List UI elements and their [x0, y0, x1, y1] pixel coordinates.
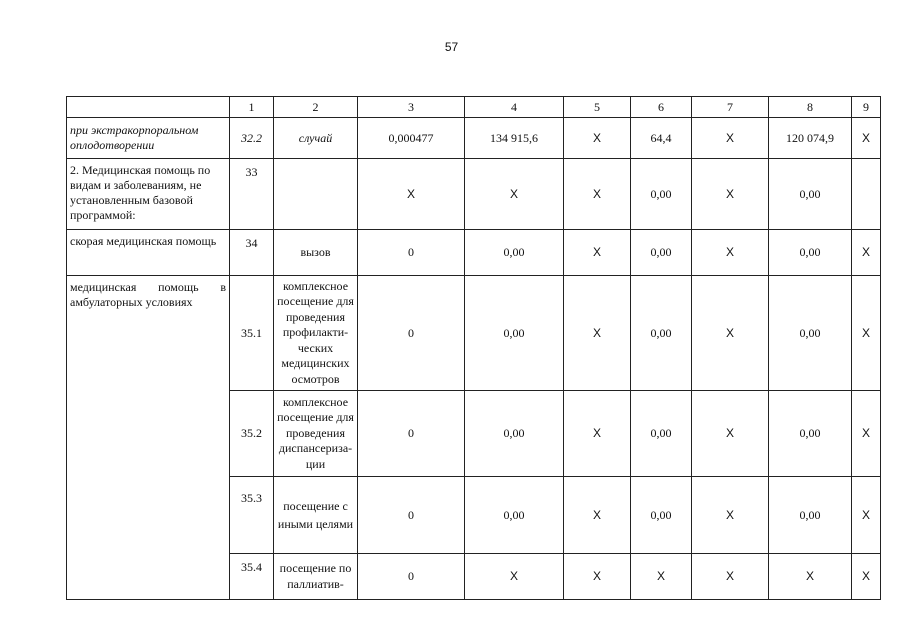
value-cell: 0,00	[631, 391, 692, 477]
header-cell: 6	[631, 97, 692, 118]
unit-cell: посещение с иными целями	[274, 477, 358, 554]
value-cell: 0,00	[631, 276, 692, 391]
value-cell: 0,00	[465, 391, 564, 477]
value-cell: 0,00	[465, 230, 564, 276]
value-cell: X	[852, 230, 881, 276]
value-cell: 0,00	[769, 276, 852, 391]
value-cell: 64,4	[631, 118, 692, 159]
table-row	[67, 276, 881, 391]
header-cell	[67, 97, 230, 118]
value-cell: X	[852, 276, 881, 391]
value-cell: X	[852, 118, 881, 159]
row-name-cell: 2. Медицинская помощь по видам и заболеваниям, не установленным базовой программой:	[67, 159, 230, 230]
value-cell: X	[465, 159, 564, 230]
header-cell: 3	[358, 97, 465, 118]
value-cell: X	[692, 159, 769, 230]
page-number: 57	[444, 40, 459, 54]
row-group-name-cell	[67, 276, 230, 600]
row-code-cell: 35.3	[230, 477, 274, 554]
value-cell: 0	[358, 391, 465, 477]
value-cell: 0,00	[769, 159, 852, 230]
data-table	[66, 96, 881, 600]
value-cell: X	[692, 554, 769, 600]
unit-cell: посещение по паллиатив-	[274, 554, 358, 600]
value-cell: X	[852, 477, 881, 554]
value-cell: 0,00	[769, 477, 852, 554]
value-cell: 0	[358, 477, 465, 554]
value-cell: X	[692, 477, 769, 554]
header-cell: 2	[274, 97, 358, 118]
value-cell: X	[564, 118, 631, 159]
unit-cell: комплексное посещение для проведения профилакти-ческих медицинских осмотров	[274, 276, 358, 391]
value-cell: X	[631, 554, 692, 600]
unit-cell: вызов	[274, 230, 358, 276]
value-cell: 0	[358, 230, 465, 276]
value-cell: X	[692, 118, 769, 159]
table-row	[67, 159, 881, 230]
value-cell: X	[769, 554, 852, 600]
value-cell: X	[465, 554, 564, 600]
row-name-cell: при экстракорпоральном оплодотворении	[67, 118, 230, 159]
value-cell: X	[692, 276, 769, 391]
group-name-line: амбулаторных условиях	[70, 295, 193, 309]
row-code-cell: 35.1	[230, 276, 274, 391]
value-cell: X	[564, 391, 631, 477]
group-name-line: медицинская помощь в	[70, 280, 226, 294]
header-cell: 5	[564, 97, 631, 118]
value-cell: X	[564, 276, 631, 391]
column-number-row	[67, 97, 881, 118]
value-cell: X	[564, 230, 631, 276]
row-code-cell: 33	[230, 159, 274, 230]
header-cell: 8	[769, 97, 852, 118]
value-cell: X	[692, 230, 769, 276]
row-name-cell: скорая медицинская помощь	[67, 230, 230, 276]
unit-cell	[274, 159, 358, 230]
value-cell: 0,00	[631, 477, 692, 554]
header-cell: 1	[230, 97, 274, 118]
value-cell: 0	[358, 276, 465, 391]
value-cell	[852, 159, 881, 230]
value-cell: X	[358, 159, 465, 230]
row-code-cell: 35.4	[230, 554, 274, 600]
value-cell: 0,00	[631, 230, 692, 276]
value-cell: X	[692, 391, 769, 477]
value-cell: X	[564, 477, 631, 554]
header-cell: 9	[852, 97, 881, 118]
row-code-cell: 32.2	[230, 118, 274, 159]
value-cell: 0,00	[769, 230, 852, 276]
unit-cell: комплексное посещение для проведения диспансериза-ции	[274, 391, 358, 477]
header-cell: 7	[692, 97, 769, 118]
row-code-cell: 35.2	[230, 391, 274, 477]
row-code-cell: 34	[230, 230, 274, 276]
value-cell: 0,00	[631, 159, 692, 230]
table-row	[67, 230, 881, 276]
value-cell: X	[852, 391, 881, 477]
value-cell: X	[564, 159, 631, 230]
table-row	[67, 118, 881, 159]
value-cell: 120 074,9	[769, 118, 852, 159]
value-cell: 0,00	[769, 391, 852, 477]
value-cell: 0,00	[465, 276, 564, 391]
value-cell: X	[852, 554, 881, 600]
value-cell: 0	[358, 554, 465, 600]
unit-cell: случай	[274, 118, 358, 159]
header-cell: 4	[465, 97, 564, 118]
value-cell: 0,000477	[358, 118, 465, 159]
value-cell: X	[564, 554, 631, 600]
value-cell: 0,00	[465, 477, 564, 554]
value-cell: 134 915,6	[465, 118, 564, 159]
